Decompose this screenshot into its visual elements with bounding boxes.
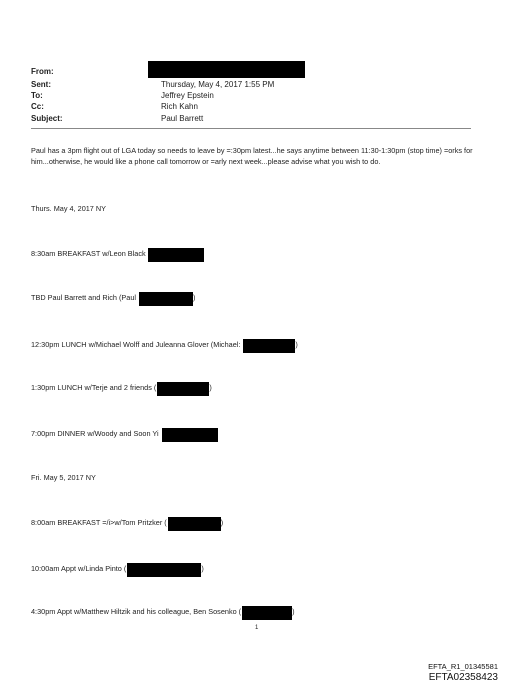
schedule-item-lunch-wolff — [31, 339, 298, 351]
schedule-item-text: 4:30pm Appt w/Matthew Hiltzik and his colleague, Ben Sosenko ( — [31, 607, 242, 616]
redaction-block — [243, 339, 298, 353]
day2-heading-text: Fri. May 5, 2017 NY — [31, 473, 96, 482]
subject-label: Subject: — [31, 114, 63, 123]
page-number: 1 — [255, 625, 259, 631]
schedule-item-close-paren: ) — [220, 518, 224, 527]
schedule-item-appt-hiltzik — [31, 606, 295, 618]
schedule-item-text: 12:30pm LUNCH w/Michael Wolff and Juleanna Glover (Michael: — [31, 340, 241, 349]
to-label: To: — [31, 91, 43, 100]
from-label: From: — [31, 67, 54, 76]
redaction-block — [162, 428, 218, 442]
schedule-item-close-paren: ) — [292, 607, 295, 616]
schedule-item-close-paren: ) — [295, 340, 298, 349]
redaction-block — [168, 517, 224, 531]
day2-heading — [31, 472, 96, 484]
day1-heading — [31, 203, 106, 215]
schedule-item-dinner — [31, 428, 218, 440]
subject-value: Paul Barrett — [161, 114, 204, 123]
sent-label: Sent: — [31, 80, 51, 89]
schedule-item-lunch-terje — [31, 382, 212, 394]
schedule-item-text: TBD Paul Barrett and Rich (Paul — [31, 293, 137, 302]
schedule-item-text: 8:30am BREAKFAST w/Leon Black — [31, 249, 146, 258]
schedule-item-appt-pinto — [31, 563, 204, 575]
to-value: Jeffrey Epstein — [161, 91, 214, 100]
schedule-item-breakfast-thursday — [31, 248, 204, 260]
schedule-item-close-paren: ) — [209, 383, 212, 392]
day1-heading-text: Thurs. May 4, 2017 NY — [31, 204, 107, 213]
schedule-item-close-paren: ) — [201, 564, 204, 573]
footer-id-secondary: EFTA02358423 — [428, 672, 498, 683]
schedule-item-text: 1:30pm LUNCH w/Terje and 2 friends ( — [31, 383, 157, 392]
redaction-block — [139, 292, 196, 306]
cc-value: Rich Kahn — [161, 102, 198, 111]
redaction-block — [127, 563, 204, 577]
schedule-item-text: 7:00pm DINNER w/Woody and Soon Yi — [31, 429, 159, 438]
schedule-item-close-paren: ) — [193, 293, 196, 302]
email-body-paragraph: Paul has a 3pm flight out of LGA today so needs to leave by =:30pm latest...he says anytime between 11:30-1:30pm (stop time) =orks for him...otherwise, he would like a phone call tomorrow or =arly next week...please advise what you wish to do. — [31, 146, 473, 166]
redaction-block — [157, 382, 212, 396]
schedule-item-tbd — [31, 292, 195, 304]
schedule-item-text: 10:00am Appt w/Linda Pinto ( — [31, 564, 127, 573]
redaction-block — [148, 248, 204, 262]
from-redaction — [148, 61, 305, 78]
header-divider — [31, 128, 471, 129]
footer-id-primary: EFTA_R1_01345581 — [428, 662, 498, 671]
sent-value: Thursday, May 4, 2017 1:55 PM — [161, 80, 275, 89]
schedule-item-breakfast-friday — [31, 517, 223, 529]
redaction-block — [242, 606, 295, 620]
schedule-item-text: 8:00am BREAKFAST =/i>w/Tom Pritzker ( — [31, 518, 167, 527]
cc-label: Cc: — [31, 102, 44, 111]
